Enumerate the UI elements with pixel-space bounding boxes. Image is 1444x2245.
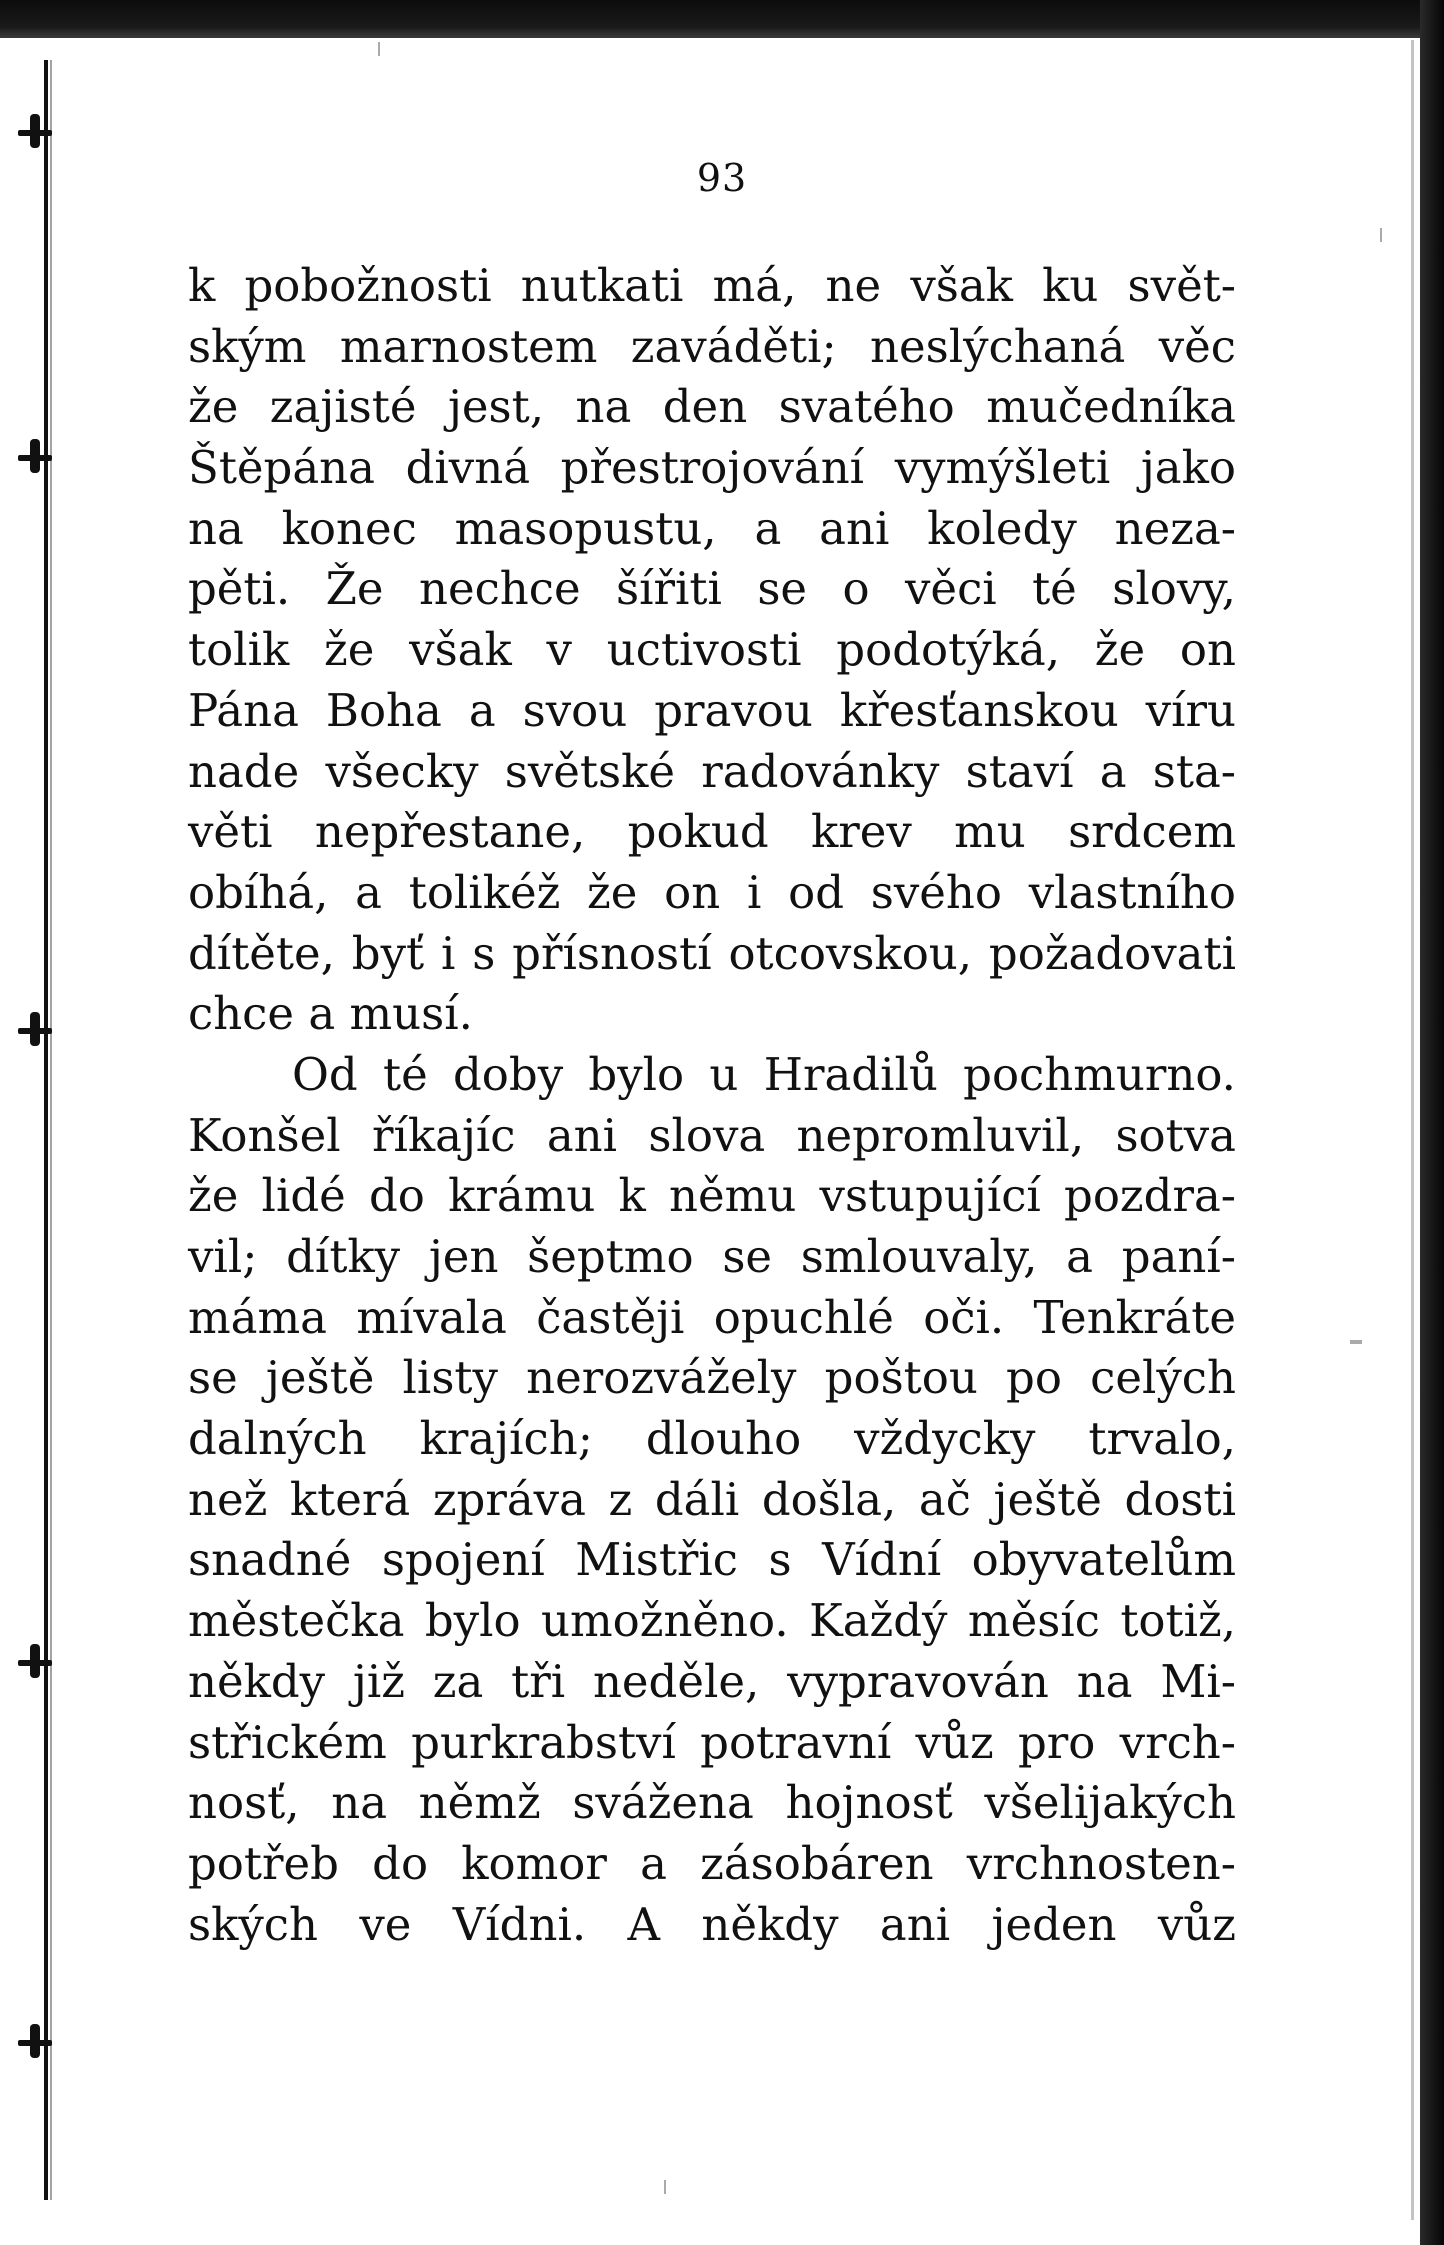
paper-speck (1350, 1340, 1362, 1344)
text-line: Štěpána divná přestrojování vymýšleti jako (188, 441, 1236, 495)
paper-speck (378, 42, 380, 56)
text-line: střickém purkrabství potravní vůz pro vrch- (188, 1715, 1236, 1769)
text-line: potřeb do komor a zásobáren vrchnosten- (188, 1836, 1236, 1890)
text-line: chce a musí. (188, 987, 473, 1041)
paper-speck (1380, 228, 1382, 242)
scan-shadow-top (0, 0, 1444, 38)
text-line: obíhá, a tolikéž že on i od svého vlastního (188, 865, 1236, 919)
text-line: někdy již za tři neděle, vypravován na Mi- (188, 1654, 1236, 1708)
paper-speck (664, 2180, 666, 2194)
text-line: Od té doby bylo u Hradilů pochmurno. (292, 1047, 1236, 1101)
text-line: ským marnostem zaváděti; neslýchaná věc (188, 319, 1236, 373)
text-line: pěti. Že nechce šířiti se o věci té slovy, (188, 562, 1236, 616)
scan-edge-line (1411, 40, 1414, 2220)
text-line: že lidé do krámu k němu vstupující pozdra- (188, 1169, 1236, 1223)
binding-edge-shadow (50, 60, 52, 2200)
text-line: dalných krajích; dlouho vždycky trvalo, (188, 1412, 1236, 1466)
text-line: snadné spojení Mistřic s Vídní obyvatelům (188, 1533, 1236, 1587)
text-line: tolik že však v uctivosti podotýká, že on (188, 623, 1236, 677)
text-line: než která zpráva z dáli došla, ač ještě dosti (188, 1472, 1236, 1526)
text-line: Pána Boha a svou pravou křesťanskou víru (188, 683, 1236, 737)
binding-stitch-mark (18, 1028, 52, 1034)
text-line: na konec masopustu, a ani koledy neza- (188, 501, 1236, 555)
text-line: městečka bylo umožněno. Každý měsíc totiž, (188, 1594, 1236, 1648)
binding-stitch-mark (18, 2040, 52, 2046)
text-line: dítěte, byť i s přísností otcovskou, požadovati (188, 926, 1236, 980)
text-line: k pobožnosti nutkati má, ne však ku svět- (188, 259, 1236, 312)
binding-stitch-mark (18, 1660, 52, 1666)
scan-shadow-right (1420, 0, 1444, 2245)
text-line: nosť, na němž svážena hojnosť všelijakých (188, 1776, 1236, 1830)
page-number: 93 (696, 156, 748, 200)
text-line: nade všecky světské radovánky staví a sta- (188, 744, 1236, 798)
binding-stitch-mark (18, 455, 52, 461)
binding-edge (44, 60, 48, 2200)
binding-stitch-mark (18, 130, 52, 136)
text-line: Konšel říkajíc ani slova nepromluvil, sotva (188, 1108, 1236, 1162)
text-line: ských ve Vídni. A někdy ani jeden vůz (188, 1897, 1236, 1951)
binding-gutter (0, 0, 55, 2245)
text-line: věti nepřestane, pokud krev mu srdcem (188, 805, 1236, 859)
text-line: že zajisté jest, na den svatého mučedníka (188, 380, 1236, 434)
text-line: vil; dítky jen šeptmo se smlouvaly, a paní- (188, 1230, 1236, 1283)
text-line: máma mívala častěji opuchlé oči. Tenkráte (188, 1290, 1236, 1344)
body-text (188, 256, 1236, 1955)
text-line: se ještě listy nerozvážely poštou po celých (188, 1351, 1236, 1405)
